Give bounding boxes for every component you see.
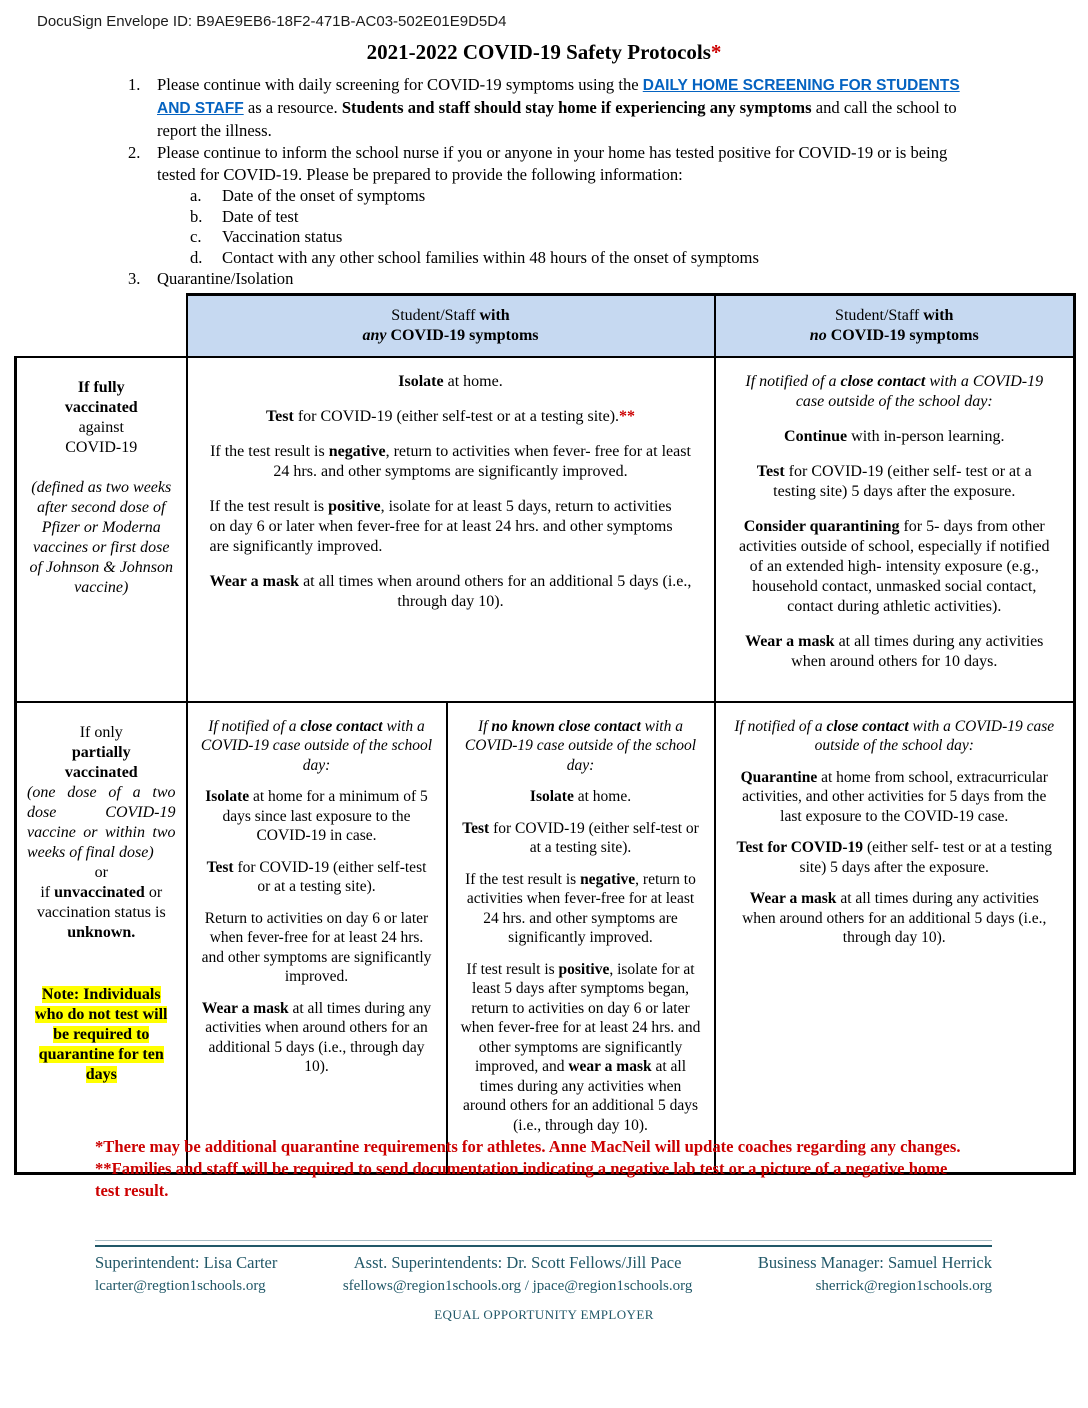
text-run: any <box>362 326 387 344</box>
row1-label-fully-vaccinated <box>16 357 187 702</box>
list-item-3-text <box>157 268 988 290</box>
text-run: Students and staff should stay home if experiencing any symptoms <box>341 98 812 117</box>
text-run: Isolate <box>205 788 250 805</box>
intro-list <box>95 74 988 290</box>
text-run: for COVID-19 (either self- test or at a testing site) 5 days after the exposure. <box>773 462 1032 500</box>
list-item-1 <box>95 74 988 142</box>
text-run: Return to activities on day 6 or later when fever-free for at least 24 hrs. and other symptoms are significantly improved. <box>201 909 432 985</box>
docusign-envelope-id: DocuSign Envelope ID: B9AE9EB6-18F2-471B-AC03-502E01E9D5D4 <box>37 13 507 30</box>
text-run: close contact <box>826 717 909 735</box>
list-number: 3. <box>128 269 141 288</box>
paragraph <box>736 462 1054 502</box>
paragraph <box>732 838 1058 877</box>
text-run: COVID-19 symptoms <box>826 326 979 344</box>
text-run: Student/Staff <box>391 306 480 324</box>
text-run: If notified of a <box>734 717 827 735</box>
paragraph <box>736 632 1054 672</box>
text-run: ** <box>619 407 636 425</box>
paragraph <box>27 985 176 1085</box>
business-manager-title: Business Manager: Samuel Herrick <box>757 1253 992 1272</box>
paragraph <box>27 883 176 943</box>
text-run: If test result is <box>466 960 559 978</box>
paragraph <box>27 863 176 883</box>
sub-letter: b. <box>190 206 203 226</box>
text-run: Note: Individuals who do not test will be required to quarantine for ten days <box>35 985 168 1083</box>
text-run: no <box>809 326 827 344</box>
text-run: If <box>478 717 492 735</box>
superintendent-column <box>95 1253 277 1295</box>
paragraph <box>27 723 176 783</box>
text-run: wear a mask <box>568 1058 652 1075</box>
text-run: with a COVID-19 case outside of the school day: <box>795 372 1044 410</box>
text-run: negative <box>580 870 636 888</box>
text-run: Test <box>206 858 234 876</box>
text-run: with a COVID-19 case outside of the school day: <box>200 717 433 774</box>
quarantine-isolation-table <box>14 293 1076 1175</box>
text-run: for COVID-19 (either self-test or at a testing site). <box>489 819 699 856</box>
list-item-2-text <box>157 142 988 186</box>
row2-no-symptoms-cell <box>715 702 1075 1174</box>
sub-letter: a. <box>190 186 202 205</box>
row1-no-symptoms-cell <box>715 357 1075 702</box>
text-run: *There may be additional quarantine requirements for athletes. Anne MacNeil will update coaches regarding any changes. <box>95 1137 961 1156</box>
equal-opportunity-employer: EQUAL OPPORTUNITY EMPLOYER <box>434 1307 654 1322</box>
daily-home-screening-link[interactable]: DAILY HOME SCREENING FOR STUDENTS AND STAFF <box>157 77 960 117</box>
text-run: Wear a mask <box>749 890 837 907</box>
paragraph <box>736 517 1054 617</box>
text-run: negative <box>328 442 386 460</box>
paragraph <box>200 909 434 987</box>
sub-text: Contact with any other school families within 48 hours of the onset of symptoms <box>222 247 759 267</box>
text-run: at all times during any activities when around others for an additional 5 days (i.e., through day 10). <box>462 1058 699 1134</box>
footnotes <box>95 1136 975 1202</box>
text-run: at home for a minimum of 5 days since last exposure to the COVID-19 in case. <box>222 788 428 844</box>
sub-letter: d. <box>190 247 203 267</box>
asst-superintendents-column <box>343 1253 693 1295</box>
text-run: or <box>94 863 108 881</box>
text-run: close contact <box>300 717 383 735</box>
quarantine-isolation-table-wrap <box>14 293 1076 1175</box>
paragraph <box>732 889 1058 948</box>
paragraph <box>460 960 702 1136</box>
text-run: Isolate <box>529 788 574 805</box>
paragraph <box>200 999 434 1077</box>
text-run: unvaccinated <box>54 883 145 901</box>
text-run: Consider quarantining <box>743 517 900 535</box>
paragraph <box>210 407 692 427</box>
sub-item-d <box>190 248 988 269</box>
paragraph <box>200 858 434 897</box>
text-run: Wear a mask <box>745 632 835 650</box>
text-run: Test for COVID-19 <box>736 839 864 856</box>
sub-text: Date of test <box>222 206 299 226</box>
text-run: Isolate <box>398 372 444 390</box>
text-run: , return to activities when fever- free for at least 24 hrs. and other symptoms are significantly improved. <box>273 442 691 480</box>
text-run: If the test result is <box>210 442 329 460</box>
text-run: If notified of a <box>208 717 301 735</box>
text-run: If the test result is <box>465 870 581 888</box>
text-run: positive <box>328 497 381 515</box>
row1-any-symptoms-cell <box>187 357 715 702</box>
business-manager-email: sherrick@region1schools.org <box>815 1278 992 1294</box>
list-item-2 <box>95 142 988 186</box>
text-run: Test <box>265 407 294 425</box>
signature-divider <box>95 1245 992 1247</box>
asst-superintendents-title: Asst. Superintendents: Dr. Scott Fellows/Jill Pace <box>353 1253 682 1272</box>
paragraph <box>210 372 692 392</box>
text-run: 2021-2022 COVID-19 Safety Protocols <box>366 40 711 64</box>
row2-no-known-contact-cell <box>447 702 715 1174</box>
text-run: against <box>78 418 124 436</box>
paragraph <box>200 717 434 776</box>
text-run: as a resource. <box>243 98 342 117</box>
text-run: COVID-19 <box>65 438 138 456</box>
list-number: 2. <box>128 143 141 162</box>
signature-divider-light <box>95 1240 992 1241</box>
text-run: no known close contact <box>491 717 641 735</box>
text-run: Continue <box>784 427 848 445</box>
text-run: unknown. <box>67 923 136 941</box>
paragraph <box>27 783 176 863</box>
text-run: If only <box>79 723 123 741</box>
row2-label-partially-vaccinated <box>16 702 187 1174</box>
text-run: Please continue with daily screening for COVID-19 symptoms using the <box>157 75 643 94</box>
paragraph <box>460 870 702 948</box>
text-run: at home from school, extracurricular activities, and other activities for 5 days from the last exposure to the COVID-19 case. <box>742 768 1048 825</box>
sub-letter: c. <box>190 227 202 246</box>
paragraph <box>460 819 702 858</box>
text-run: (either self- test or at a testing site) 5 days after the exposure. <box>799 839 1053 876</box>
text-run: with a COVID-19 case outside of the school day: <box>464 717 697 774</box>
signature-block <box>95 1240 992 1295</box>
paragraph <box>27 478 176 598</box>
text-run: Quarantine/Isolation <box>157 269 294 288</box>
text-run: at home. <box>573 788 632 805</box>
text-run: close contact <box>840 372 926 390</box>
text-run: Please continue to inform the school nurse if you or anyone in your home has tested positive for COVID-19 or is being tested for COVID-19. Please be prepared to provide the following information: <box>157 143 948 184</box>
text-run: (defined as two weeks after second dose of Pfizer or Moderna vaccines or first dose of Johnson & Johnson vaccine) <box>29 478 174 596</box>
text-run: COVID-19 symptoms <box>386 326 539 344</box>
text-run: with <box>923 306 954 324</box>
text-run: or vaccination status is <box>36 883 166 921</box>
text-run: at home. <box>443 372 503 390</box>
text-run: vaccinated <box>64 763 138 781</box>
asst-superintendents-email: sfellows@region1schools.org / jpace@region1schools.org <box>342 1278 693 1294</box>
text-run: , isolate for at least 5 days, return to activities on day 6 or later when fever-free for at least 24 hrs. and other symptoms are significantly improved. <box>209 497 673 555</box>
paragraph <box>736 427 1054 447</box>
text-run: and call the school to report the illness. <box>157 98 957 140</box>
text-run: Student/Staff <box>835 306 924 324</box>
list-number: 1. <box>128 75 141 94</box>
text-run: positive <box>558 960 610 978</box>
text-run: if <box>40 883 55 901</box>
header-any-symptoms <box>187 295 715 357</box>
text-run: partially <box>71 743 131 761</box>
row2-close-contact-cell <box>187 702 447 1174</box>
header-no-symptoms <box>715 295 1075 357</box>
text-run: , return to activities when fever-free for at least 24 hrs. and other symptoms are significantly improved. <box>466 870 696 946</box>
header-spacer-cell <box>16 295 187 357</box>
text-run: at all times during any activities when around others for an additional 5 days (i.e., through day 10). <box>205 999 432 1075</box>
sub-text: Date of the onset of symptoms <box>222 186 426 205</box>
paragraph <box>732 717 1058 756</box>
sub-item-a <box>190 186 988 207</box>
text-run: If fully <box>77 378 125 396</box>
sub-text: Vaccination status <box>222 227 343 246</box>
text-run: * <box>710 40 722 64</box>
paragraph <box>732 768 1058 827</box>
business-manager-column <box>758 1253 992 1295</box>
text-run: vaccinated <box>64 398 138 416</box>
sub-item-c <box>190 227 988 248</box>
superintendent-email: lcarter@regtion1schools.org <box>95 1278 266 1294</box>
list-item-3 <box>95 268 988 290</box>
text-run: at all times when around others for an additional 5 days (i.e., through day 10). <box>299 572 692 610</box>
text-run: Test <box>756 462 785 480</box>
text-run: If notified of a <box>745 372 841 390</box>
text-run: with <box>479 306 510 324</box>
paragraph <box>95 1136 975 1158</box>
paragraph <box>210 442 692 482</box>
paragraph <box>736 372 1054 412</box>
text-run: Quarantine <box>740 768 818 786</box>
paragraph <box>200 787 434 846</box>
text-run: Test <box>462 819 490 837</box>
text-run: (one dose of a two dose COVID-19 vaccine or within two weeks of final dose) <box>27 783 176 861</box>
text-run: at all times during any activities when around others for 10 days. <box>791 632 1044 670</box>
text-run: If the test result is <box>209 497 329 515</box>
paragraph <box>27 378 176 458</box>
text-run: , isolate for at least 5 days after symptoms began, return to activities on day 6 or later when fever-free for at least 24 hrs. and other symptoms are significantly improved, and <box>460 960 701 1075</box>
list-item-1-text <box>157 74 988 142</box>
paragraph <box>460 717 702 776</box>
paragraph <box>460 787 702 807</box>
text-run: for 5- days from other activities outside of school, especially if notified of an extended high- intensity exposure (e.g., household contact, unmasked social contact, contact during athletic activities). <box>738 517 1050 615</box>
superintendent-title: Superintendent: Lisa Carter <box>95 1253 278 1272</box>
sub-item-b <box>190 207 988 228</box>
document-title <box>0 40 1088 65</box>
text-run: for COVID-19 (either self-test or at a testing site). <box>293 407 620 425</box>
paragraph <box>95 1158 975 1202</box>
text-run: for COVID-19 (either self-test or at a testing site). <box>233 858 427 895</box>
text-run: Wear a mask <box>201 999 289 1017</box>
paragraph <box>210 497 692 557</box>
text-run: at all times during any activities when around others for an additional 5 days (i.e., through day 10). <box>742 890 1047 946</box>
text-run: with in-person learning. <box>847 427 1005 445</box>
paragraph <box>210 572 692 612</box>
text-run: Wear a mask <box>209 572 300 590</box>
text-run: with a COVID-19 case outside of the school day: <box>814 717 1055 754</box>
text-run: **Families and staff will be required to send documentation indicating a negative lab test or a picture of a negative home test result. <box>95 1159 948 1200</box>
